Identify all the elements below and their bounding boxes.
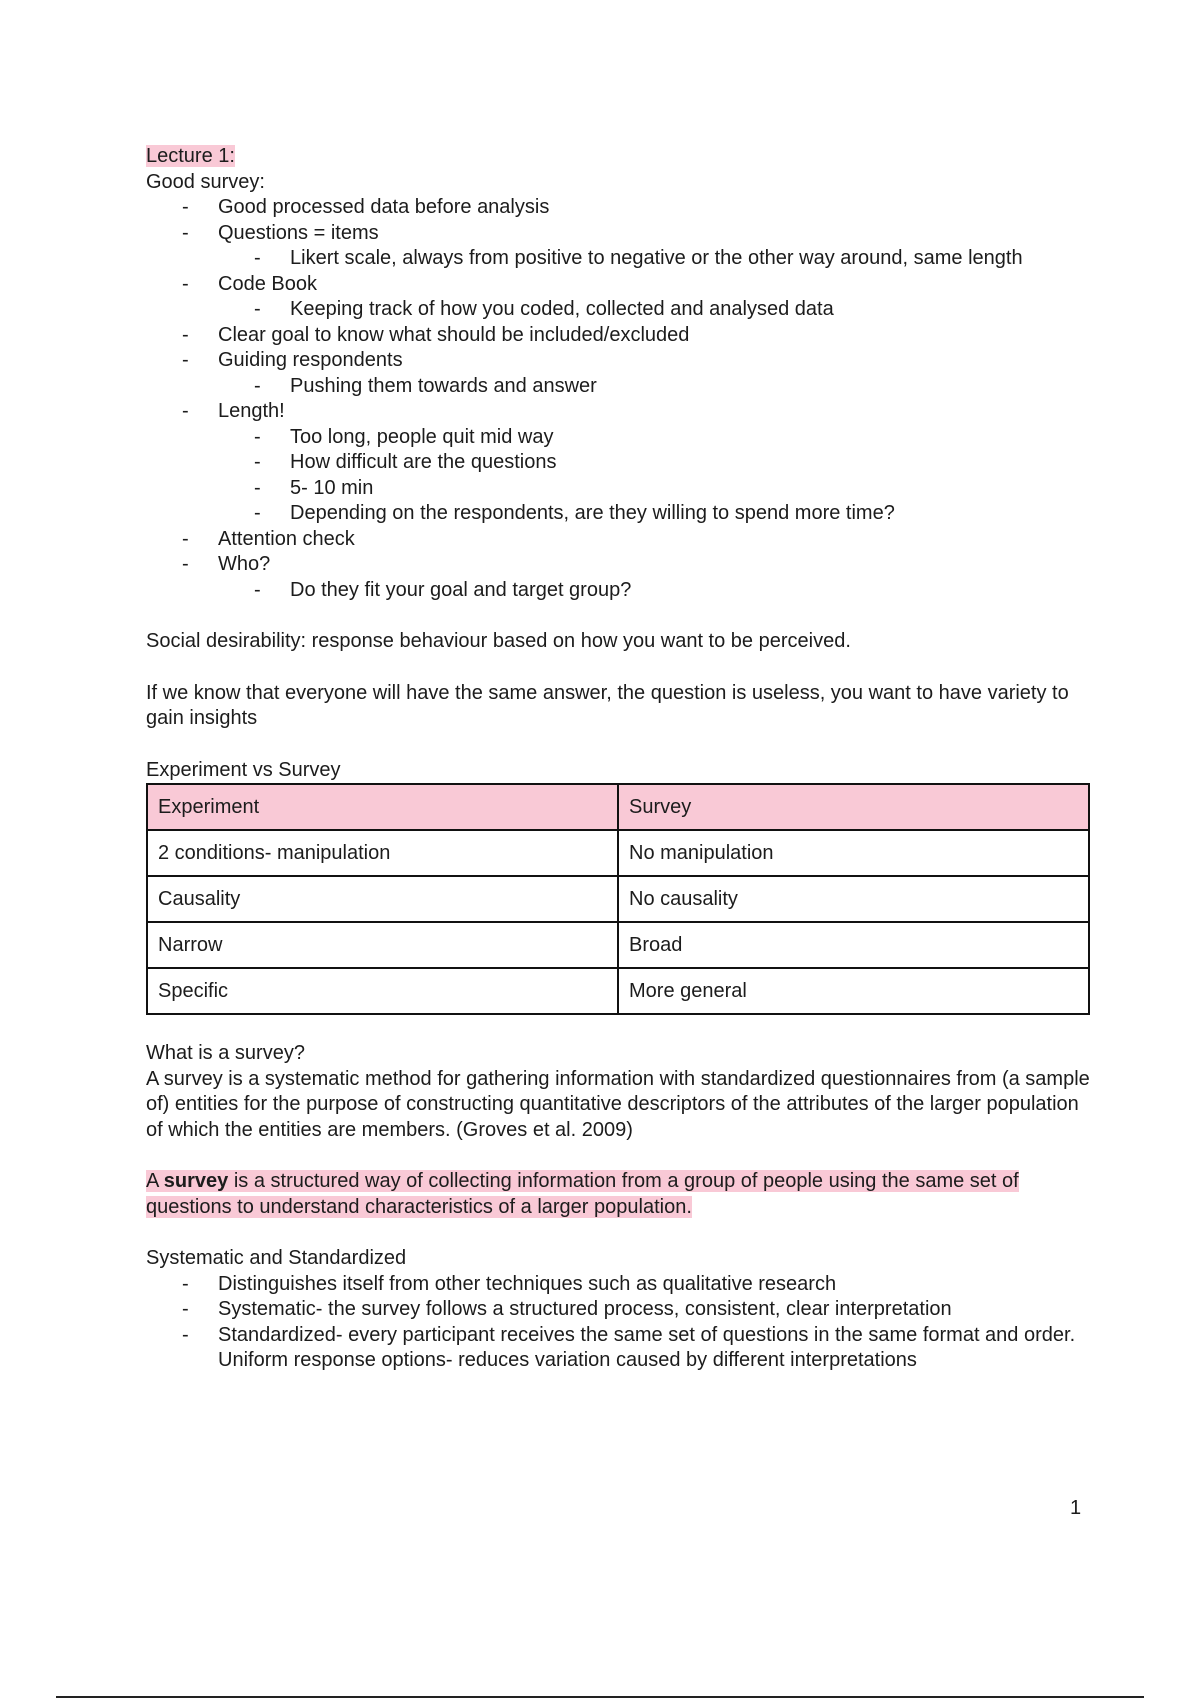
table-cell: Narrow [147, 922, 618, 968]
list-item: - Keeping track of how you coded, collected and analysed data [146, 297, 1096, 323]
bullet-dash: - [182, 400, 189, 422]
bullet-dash: - [182, 1323, 189, 1346]
bullet-dash: - [182, 323, 189, 346]
list-item: - Pushing them towards and answer [146, 374, 1096, 400]
highlighted-definition: A survey is a structured way of collecting information from a group of people using the same set of questions to understand characteristics of a larger population. [146, 1170, 1019, 1218]
variety-paragraph: If we know that everyone will have the same answer, the question is useless, you want to have variety to gain insights [146, 681, 1069, 729]
table-cell: 2 conditions- manipulation [147, 830, 618, 876]
table-row [147, 876, 1089, 922]
social-desirability-paragraph: Social desirability: response behaviour based on how you want to be perceived. [146, 630, 851, 652]
lecture-heading: Lecture 1: [146, 145, 235, 167]
list-item: - Who? [146, 552, 1096, 578]
table-cell: More general [618, 968, 1089, 1014]
bullet-dash: - [182, 553, 189, 575]
list-item: - Guiding respondents [146, 348, 1096, 374]
list-item: - Questions = items [146, 221, 1096, 247]
bullet-dash: - [254, 451, 261, 473]
bullet-dash: - [254, 374, 261, 397]
bullet-dash: - [182, 527, 189, 550]
table-header-cell: Experiment [147, 784, 618, 830]
list-item: - Likert scale, always from positive to negative or the other way around, same length [146, 246, 1050, 272]
table-row [147, 922, 1089, 968]
table-cell: No manipulation [618, 830, 1089, 876]
what-is-survey-title: What is a survey? [146, 1042, 305, 1064]
list-item: - Do they fit your goal and target group? [146, 578, 1096, 604]
bullet-dash: - [254, 502, 261, 524]
comparison-table [146, 783, 1090, 1015]
list-item: - Length! [146, 399, 1096, 425]
systematic-title: Systematic and Standardized [146, 1247, 407, 1269]
bullet-dash: - [182, 349, 189, 371]
list-item: - Standardized- every participant receives the same set of questions in the same format and order. Uniform response options- reduces variation caused by different interpretations [182, 1323, 1076, 1371]
table-header-row [147, 784, 1089, 830]
table-cell: Causality [147, 876, 618, 922]
table-row [147, 830, 1089, 876]
bullet-dash: - [254, 298, 261, 320]
survey-definition-paragraph: A survey is a systematic method for gathering information with standardized questionnaires from (a sample of) entities for the purpose of constructing quantitative descriptors of the attributes of the larger population of which the entities are members. (Groves et al. 2009) [146, 1067, 1090, 1141]
good-survey-title: Good survey: [146, 170, 265, 193]
bullet-dash: - [254, 247, 261, 269]
table-cell: Specific [147, 968, 618, 1014]
bullet-dash: - [182, 1272, 189, 1295]
table-row [147, 968, 1089, 1014]
bullet-dash: - [254, 425, 261, 448]
bullet-dash: - [254, 476, 261, 499]
list-item: - Systematic- the survey follows a structured process, consistent, clear interpretation [146, 1297, 1096, 1323]
footer-divider [56, 1696, 1144, 1698]
list-item: - Good processed data before analysis [146, 195, 1096, 221]
list-item: - Too long, people quit mid way [146, 425, 1096, 451]
list-item: - Distinguishes itself from other techniques such as qualitative research [146, 1272, 1096, 1298]
bullet-dash: - [182, 1298, 189, 1320]
table-cell: No causality [618, 876, 1089, 922]
list-item: - Clear goal to know what should be included/excluded [146, 323, 1096, 349]
bullet-dash: - [182, 272, 189, 295]
list-item: - Depending on the respondents, are they willing to spend more time? [146, 501, 1096, 527]
list-item: - 5- 10 min [146, 476, 1096, 502]
bullet-dash: - [254, 578, 261, 601]
table-cell: Broad [618, 922, 1089, 968]
list-item: - How difficult are the questions [146, 450, 1096, 476]
page-number: 1 [1070, 1497, 1082, 1519]
table-header-cell: Survey [618, 784, 1089, 830]
comparison-title: Experiment vs Survey [146, 758, 341, 781]
list-item: - Attention check [146, 527, 1096, 553]
bullet-dash: - [182, 196, 189, 218]
bullet-dash: - [182, 221, 189, 244]
document-body [146, 144, 1096, 1374]
list-item: - Code Book [146, 272, 1096, 298]
